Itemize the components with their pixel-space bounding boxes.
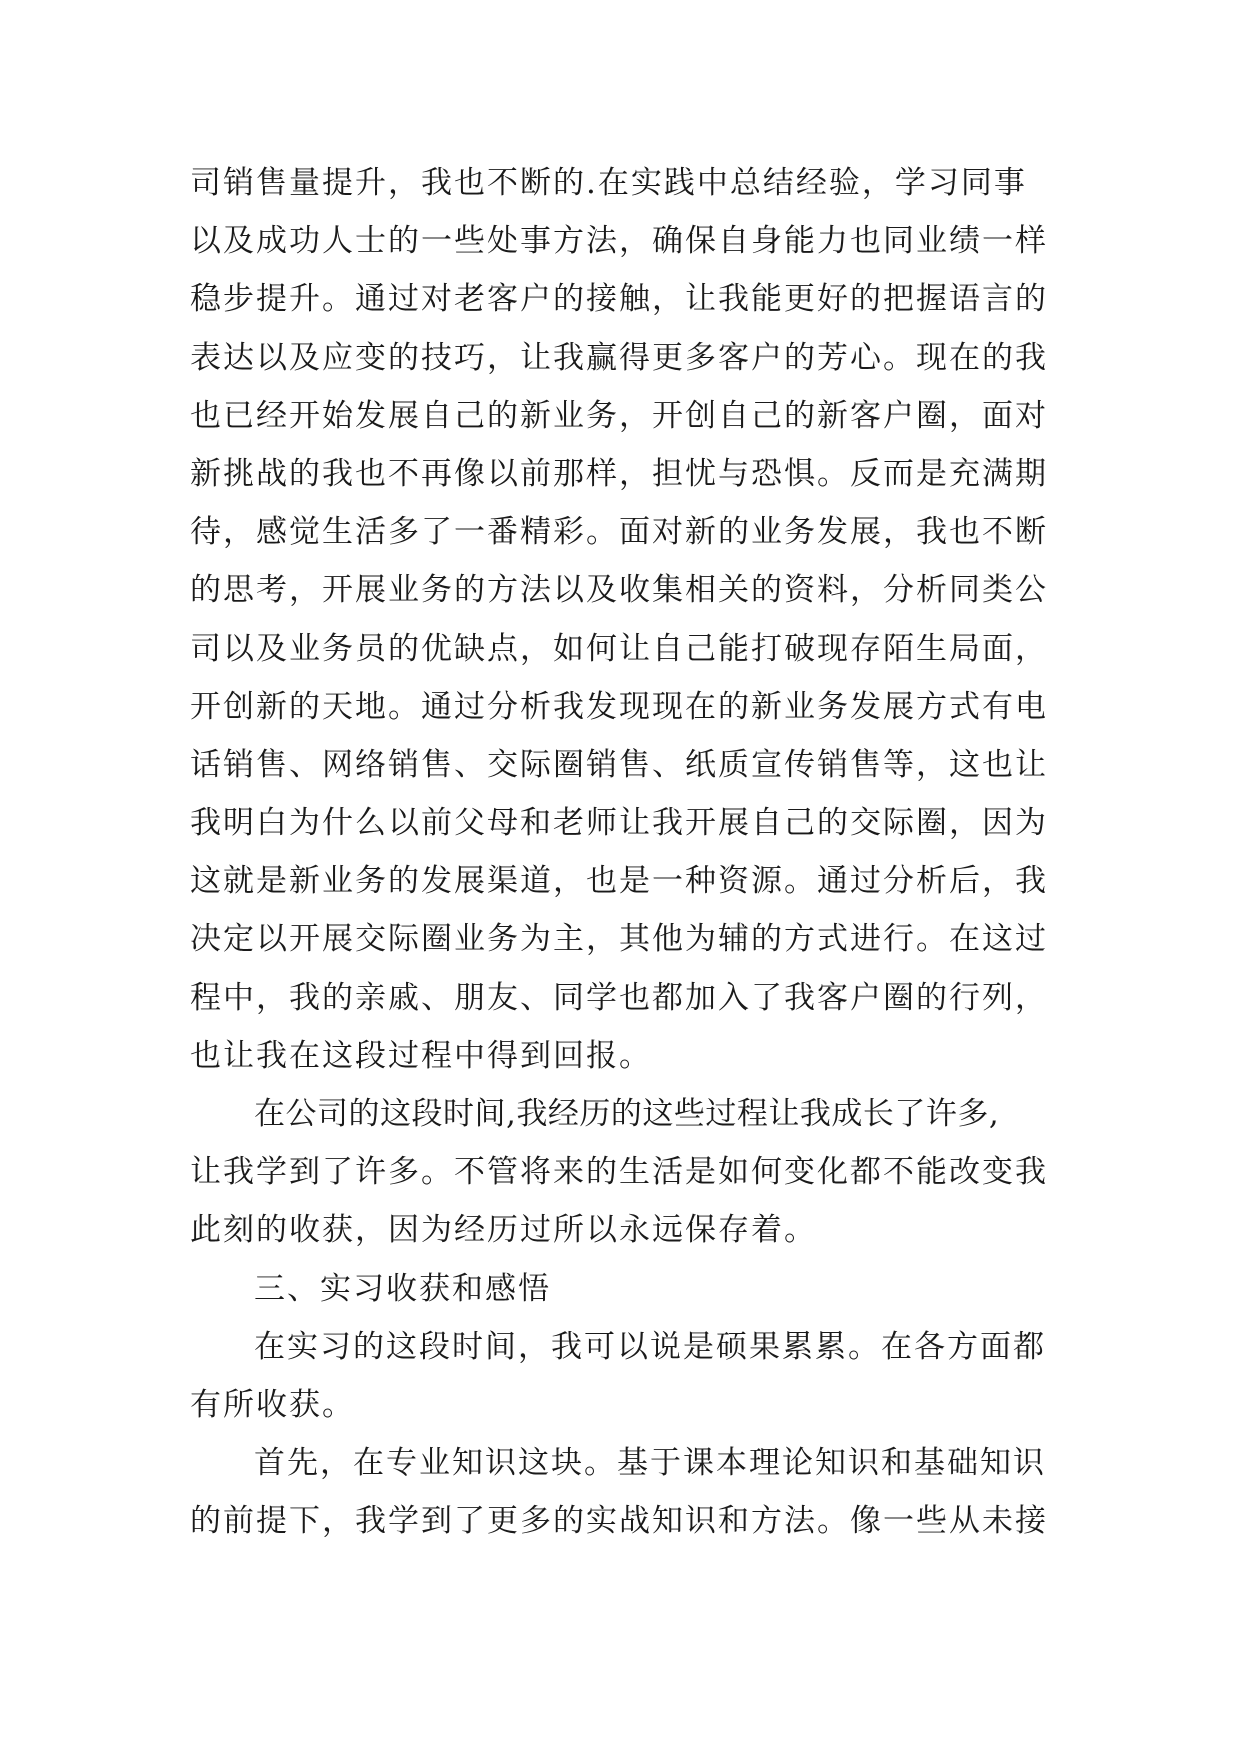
- text-line: 新挑战的我也不再像以前那样，担忧与恐惧。反而是充满期: [190, 455, 1048, 492]
- text-line: 以及成功人士的一些处事方法，确保自身能力也同业绩一样: [190, 223, 1048, 260]
- section-heading: 三、实习收获和感悟: [254, 1270, 551, 1307]
- text-line: 开创新的天地。通过分析我发现现在的新业务发展方式有电: [190, 688, 1048, 725]
- text-line: 待，感觉生活多了一番精彩。面对新的业务发展，我也不断: [190, 514, 1048, 551]
- text-line: 司以及业务员的优缺点，如何让自己能打破现存陌生局面，: [190, 630, 1048, 667]
- text-line: 让我学到了许多。不管将来的生活是如何变化都不能改变我: [190, 1154, 1048, 1191]
- text-line: 有所收获。: [190, 1386, 355, 1423]
- text-line: 此刻的收获，因为经历过所以永远保存着。: [190, 1212, 817, 1249]
- body-text: [190, 154, 1060, 1551]
- text-line: 表达以及应变的技巧，让我赢得更多客户的芳心。现在的我: [190, 339, 1048, 376]
- text-line: 在实习的这段时间，我可以说是硕果累累。在各方面都: [254, 1328, 1046, 1365]
- text-line: 司销售量提升，我也不断的.在实践中总结经验，学习同事: [190, 165, 1027, 201]
- text-line: 也已经开始发展自己的新业务，开创自己的新客户圈，面对: [190, 397, 1048, 434]
- text-line: 这就是新业务的发展渠道，也是一种资源。通过分析后，我: [190, 863, 1048, 900]
- text-line: 的前提下，我学到了更多的实战知识和方法。像一些从未接: [190, 1503, 1048, 1540]
- text-line: 首先，在专业知识这块。基于课本理论知识和基础知识: [254, 1445, 1046, 1482]
- text-line: 程中，我的亲戚、朋友、同学也都加入了我客户圈的行列，: [190, 979, 1048, 1016]
- text-line: 也让我在这段过程中得到回报。: [190, 1037, 652, 1074]
- text-line: 我明白为什么以前父母和老师让我开展自己的交际圈，因为: [190, 805, 1048, 842]
- text-line: 稳步提升。通过对老客户的接触，让我能更好的把握语言的: [190, 281, 1048, 318]
- text-line: 话销售、网络销售、交际圈销售、纸质宣传销售等，这也让: [190, 746, 1048, 783]
- text-line: 决定以开展交际圈业务为主，其他为辅的方式进行。在这过: [190, 921, 1048, 958]
- text-line: 的思考，开展业务的方法以及收集相关的资料，分析同类公: [190, 572, 1048, 609]
- text-line: 在公司的这段时间,我经历的这些过程让我成长了许多,: [254, 1096, 1000, 1132]
